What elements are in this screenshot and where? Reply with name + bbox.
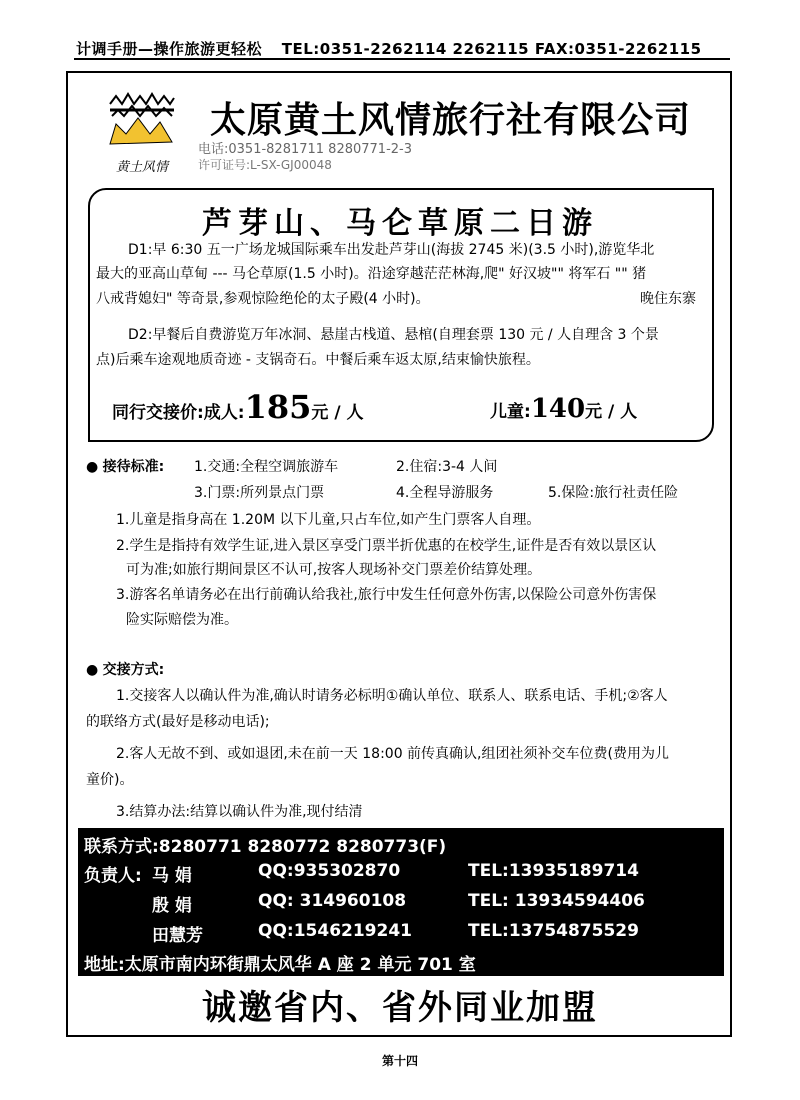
child-price-label: 儿童: bbox=[490, 402, 531, 422]
manager-qq: QQ: 314960108 bbox=[258, 891, 407, 911]
d2-line-2: 点)后乘车途观地质奇迹 - 支锅奇石。中餐后乘车返太原,结束愉快旅程。 bbox=[96, 352, 540, 368]
slogan: 诚邀省内、省外同业加盟 bbox=[202, 988, 598, 1028]
company-contact: 电话:0351-8281711 8280771-2-3 bbox=[198, 142, 413, 157]
d2-line-1: D2:早餐后自费游览万年冰洞、悬崖古栈道、悬棺(自理套票 130 元 / 人自理含 3 个景 bbox=[128, 327, 659, 343]
adult-price-value: 185 bbox=[244, 388, 312, 426]
note-line: 3.游客名单请务必在出行前确认给我社,旅行中发生任何意外伤害,以保险公司意外伤害保 bbox=[116, 587, 657, 603]
manager-name: 马 娟 bbox=[152, 866, 192, 886]
company-license: 许可证号:L-SX-GJ00048 bbox=[198, 158, 332, 172]
standard-item: 3.门票:所列景点门票 bbox=[194, 485, 325, 501]
manager-tel: TEL: 13934594406 bbox=[468, 891, 645, 911]
handover-line: 2.客人无故不到、或如退团,未在前一天 18:00 前传真确认,组团社须补交车位费(费用为儿 bbox=[116, 746, 669, 762]
standard-item: 1.交通:全程空调旅游车 bbox=[194, 459, 339, 475]
manager-tel: TEL:13935189714 bbox=[468, 861, 639, 881]
d1-stay: 晚住东寨 bbox=[640, 291, 696, 307]
price-label: 同行交接价:成人: bbox=[112, 403, 245, 423]
manual-title: 计调手册—操作旅游更轻松 bbox=[76, 40, 263, 58]
standards-title bbox=[86, 456, 164, 476]
handover-line: 童价)。 bbox=[86, 772, 134, 788]
tour-title: 芦芽山、马仑草原二日游 bbox=[202, 206, 598, 241]
manager-label: 负责人: bbox=[84, 866, 142, 886]
child-price bbox=[490, 394, 637, 424]
note-line: 可为准;如旅行期间景区不认可,按客人现场补交门票差价结算处理。 bbox=[126, 562, 542, 578]
manager-qq: QQ:935302870 bbox=[258, 861, 401, 881]
standard-item: 4.全程导游服务 bbox=[396, 485, 494, 501]
standard-item: 2.住宿:3-4 人间 bbox=[396, 459, 498, 475]
manager-tel: TEL:13754875529 bbox=[468, 921, 639, 941]
page-header bbox=[76, 38, 702, 59]
adult-price bbox=[112, 388, 363, 426]
d1-line-2: 最大的亚高山草甸 --- 马仑草原(1.5 小时)。沿途穿越茫茫林海,爬" 好汉坡"" 将军石 "" 猪 bbox=[96, 266, 647, 282]
child-price-value: 140 bbox=[530, 394, 586, 424]
note-line: 险实际赔偿为准。 bbox=[126, 612, 238, 628]
handover-title bbox=[86, 659, 164, 679]
company-name: 太原黄土风情旅行社有限公司 bbox=[210, 99, 692, 141]
company-logo bbox=[104, 92, 180, 175]
contact-box bbox=[78, 828, 724, 976]
note-line: 1.儿童是指身高在 1.20M 以下儿童,只占车位,如产生门票客人自理。 bbox=[116, 512, 541, 528]
handover-heading: 交接方式: bbox=[102, 662, 165, 678]
d1-line-1: D1:早 6:30 五一广场龙城国际乘车出发赴芦芽山(海拔 2745 米)(3.5 小时),游览华北 bbox=[128, 242, 655, 258]
handover-line: 3.结算办法:结算以确认件为准,现付结清 bbox=[116, 804, 363, 820]
phones-line: 联系方式:8280771 8280772 8280773(F) bbox=[84, 837, 447, 857]
page-footer: 第十四 bbox=[381, 1054, 418, 1068]
logo-text: 黄土风情 bbox=[115, 160, 168, 175]
d1-line-3: 八戒背媳妇" 等奇景,参观惊险绝伦的太子殿(4 小时)。 bbox=[96, 291, 430, 307]
header-tel: TEL:0351-2262114 2262115 FAX:0351-2262115 bbox=[281, 40, 702, 58]
manager-name: 田慧芳 bbox=[152, 926, 203, 946]
standard-item: 5.保险:旅行社责任险 bbox=[548, 485, 679, 501]
bullet-icon: ● bbox=[86, 459, 99, 475]
manager-qq: QQ:1546219241 bbox=[258, 921, 412, 941]
handover-line: 的联络方式(最好是移动电话); bbox=[86, 714, 270, 730]
child-price-unit: 元 / 人 bbox=[585, 402, 638, 422]
bullet-icon: ● bbox=[86, 662, 99, 678]
note-line: 2.学生是指持有效学生证,进入景区享受门票半折优惠的在校学生,证件是否有效以景区认 bbox=[116, 538, 657, 554]
manager-name: 殷 娟 bbox=[152, 896, 192, 916]
handover-line: 1.交接客人以确认件为准,确认时请务必标明①确认单位、联系人、联系电话、手机;②客人 bbox=[116, 688, 668, 704]
address-line: 地址:太原市南内环街鼎太风华 A 座 2 单元 701 室 bbox=[84, 955, 476, 975]
adult-price-unit: 元 / 人 bbox=[311, 403, 364, 423]
standards-heading: 接待标准: bbox=[102, 459, 165, 475]
header-rule bbox=[74, 58, 730, 60]
